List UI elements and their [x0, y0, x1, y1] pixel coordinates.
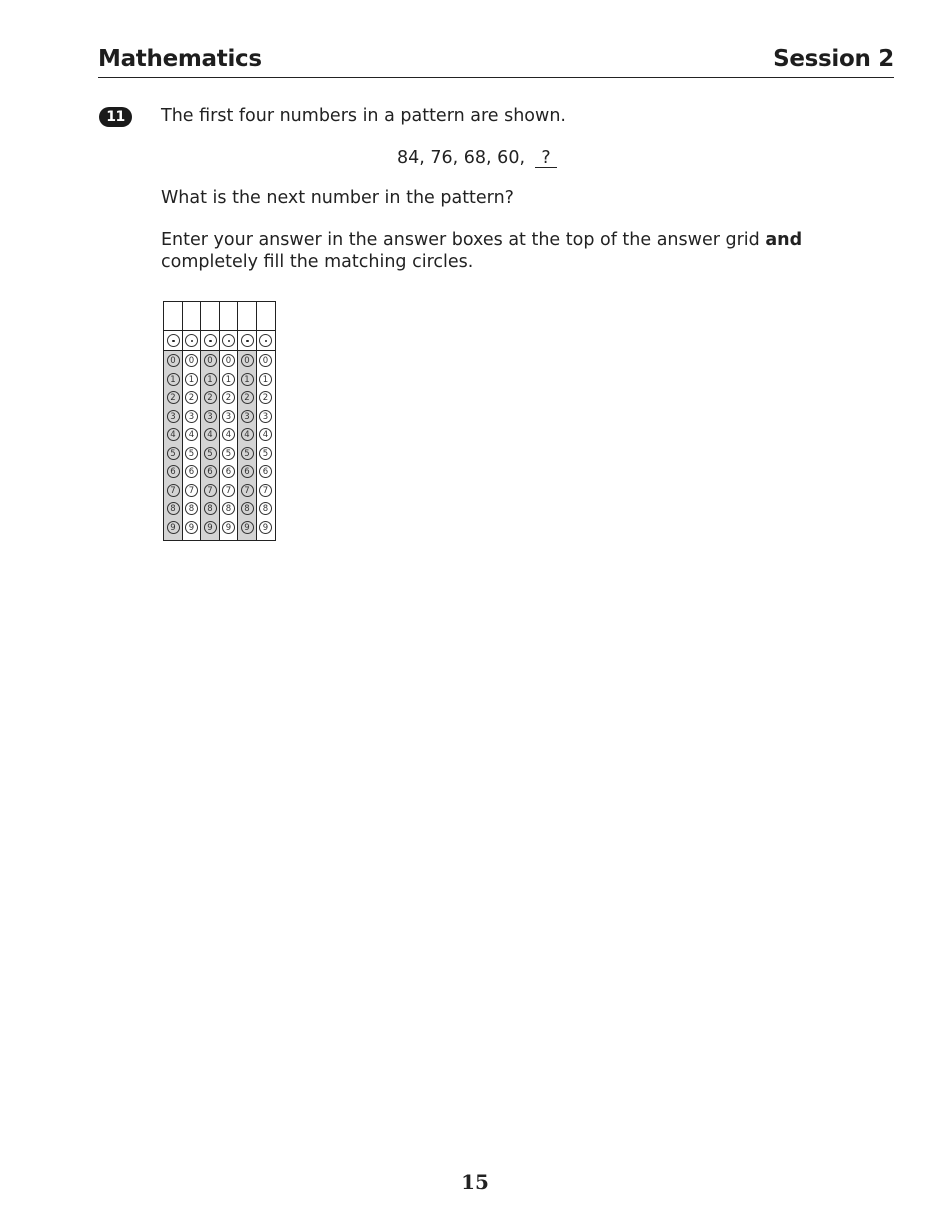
digit-bubble[interactable]: 4	[185, 428, 198, 441]
digit-bubble[interactable]: 2	[241, 391, 254, 404]
digit-bubble[interactable]: 5	[185, 447, 198, 460]
question-number-badge: 11	[99, 107, 132, 127]
digit-bubble[interactable]: 9	[241, 521, 254, 534]
digit-bubble[interactable]: 8	[185, 502, 198, 515]
digit-bubble[interactable]: 4	[241, 428, 254, 441]
digit-bubble[interactable]: 0	[185, 354, 198, 367]
digit-bubble[interactable]: 0	[241, 354, 254, 367]
digit-bubble[interactable]: 4	[259, 428, 272, 441]
digit-bubble[interactable]: 4	[222, 428, 235, 441]
digit-bubble[interactable]: 1	[222, 373, 235, 386]
digit-bubble[interactable]: 5	[167, 447, 180, 460]
grid-column	[220, 302, 239, 540]
grid-column	[238, 302, 257, 540]
decimal-point-bubble[interactable]	[167, 334, 180, 347]
digit-bubble[interactable]: 2	[259, 391, 272, 404]
answer-grid	[163, 301, 276, 541]
decimal-point-bubble[interactable]	[185, 334, 198, 347]
digit-bubble[interactable]: 2	[185, 391, 198, 404]
pattern-values: 84, 76, 68, 60,	[397, 148, 526, 168]
digit-bubble[interactable]: 6	[185, 465, 198, 478]
decimal-point-bubble[interactable]	[222, 334, 235, 347]
session-title: Session 2	[773, 46, 894, 72]
digit-bubble[interactable]: 2	[167, 391, 180, 404]
grid-column	[201, 302, 220, 540]
decimal-point-bubble[interactable]	[259, 334, 272, 347]
digit-bubble[interactable]: 3	[167, 410, 180, 423]
digit-bubble[interactable]: 9	[167, 521, 180, 534]
digit-bubble[interactable]: 3	[222, 410, 235, 423]
digit-bubble[interactable]: 3	[185, 410, 198, 423]
digit-bubble[interactable]: 8	[241, 502, 254, 515]
digit-bubble[interactable]: 8	[222, 502, 235, 515]
digit-bubble[interactable]: 0	[222, 354, 235, 367]
digit-bubble[interactable]: 0	[259, 354, 272, 367]
digit-bubble[interactable]: 8	[204, 502, 217, 515]
digit-bubble[interactable]: 5	[222, 447, 235, 460]
digit-bubble[interactable]: 8	[259, 502, 272, 515]
digit-bubble[interactable]: 9	[259, 521, 272, 534]
digit-bubble[interactable]: 5	[241, 447, 254, 460]
digit-bubble[interactable]: 6	[204, 465, 217, 478]
digit-bubble[interactable]: 7	[167, 484, 180, 497]
digit-bubble[interactable]: 6	[259, 465, 272, 478]
digit-bubble[interactable]: 6	[241, 465, 254, 478]
digit-bubble[interactable]: 7	[204, 484, 217, 497]
digit-bubble[interactable]: 1	[204, 373, 217, 386]
answer-instructions	[161, 229, 861, 273]
grid-column	[164, 302, 183, 540]
digit-bubble[interactable]: 0	[167, 354, 180, 367]
digit-bubble[interactable]: 6	[167, 465, 180, 478]
answer-box[interactable]	[164, 302, 183, 331]
digit-bubble[interactable]: 4	[204, 428, 217, 441]
instruction-text: Enter your answer in the answer boxes at the top of the answer grid	[161, 230, 766, 250]
digit-bubble[interactable]: 9	[222, 521, 235, 534]
digit-bubble[interactable]: 9	[204, 521, 217, 534]
digit-bubble[interactable]: 1	[185, 373, 198, 386]
digit-bubble[interactable]: 1	[167, 373, 180, 386]
number-pattern	[397, 148, 557, 168]
digit-bubble[interactable]: 4	[167, 428, 180, 441]
digit-bubble[interactable]: 7	[259, 484, 272, 497]
digit-bubble[interactable]: 7	[222, 484, 235, 497]
digit-bubble[interactable]: 2	[204, 391, 217, 404]
decimal-point-bubble[interactable]	[241, 334, 254, 347]
digit-bubble[interactable]: 5	[204, 447, 217, 460]
instruction-emphasis: and	[765, 230, 803, 250]
page-header	[98, 44, 894, 78]
instruction-text-2: completely fill the matching circles.	[161, 252, 474, 272]
digit-bubble[interactable]: 8	[167, 502, 180, 515]
digit-bubble[interactable]: 7	[241, 484, 254, 497]
answer-box[interactable]	[257, 302, 276, 331]
pattern-blank: ?	[535, 149, 557, 168]
answer-box[interactable]	[238, 302, 257, 331]
answer-box[interactable]	[183, 302, 202, 331]
digit-bubble[interactable]: 0	[204, 354, 217, 367]
digit-bubble[interactable]: 7	[185, 484, 198, 497]
digit-bubble[interactable]: 2	[222, 391, 235, 404]
digit-bubble[interactable]: 1	[259, 373, 272, 386]
question-prompt: What is the next number in the pattern?	[161, 188, 514, 208]
grid-column	[257, 302, 276, 540]
digit-bubble[interactable]: 3	[241, 410, 254, 423]
decimal-point-bubble[interactable]	[204, 334, 217, 347]
answer-box[interactable]	[220, 302, 239, 331]
answer-box[interactable]	[201, 302, 220, 331]
digit-bubble[interactable]: 1	[241, 373, 254, 386]
question-intro: The first four numbers in a pattern are shown.	[161, 106, 566, 126]
page-number: 15	[461, 1170, 489, 1194]
subject-title: Mathematics	[98, 46, 262, 72]
digit-bubble[interactable]: 5	[259, 447, 272, 460]
digit-bubble[interactable]: 3	[259, 410, 272, 423]
digit-bubble[interactable]: 9	[185, 521, 198, 534]
digit-bubble[interactable]: 6	[222, 465, 235, 478]
digit-bubble[interactable]: 3	[204, 410, 217, 423]
grid-column	[183, 302, 202, 540]
